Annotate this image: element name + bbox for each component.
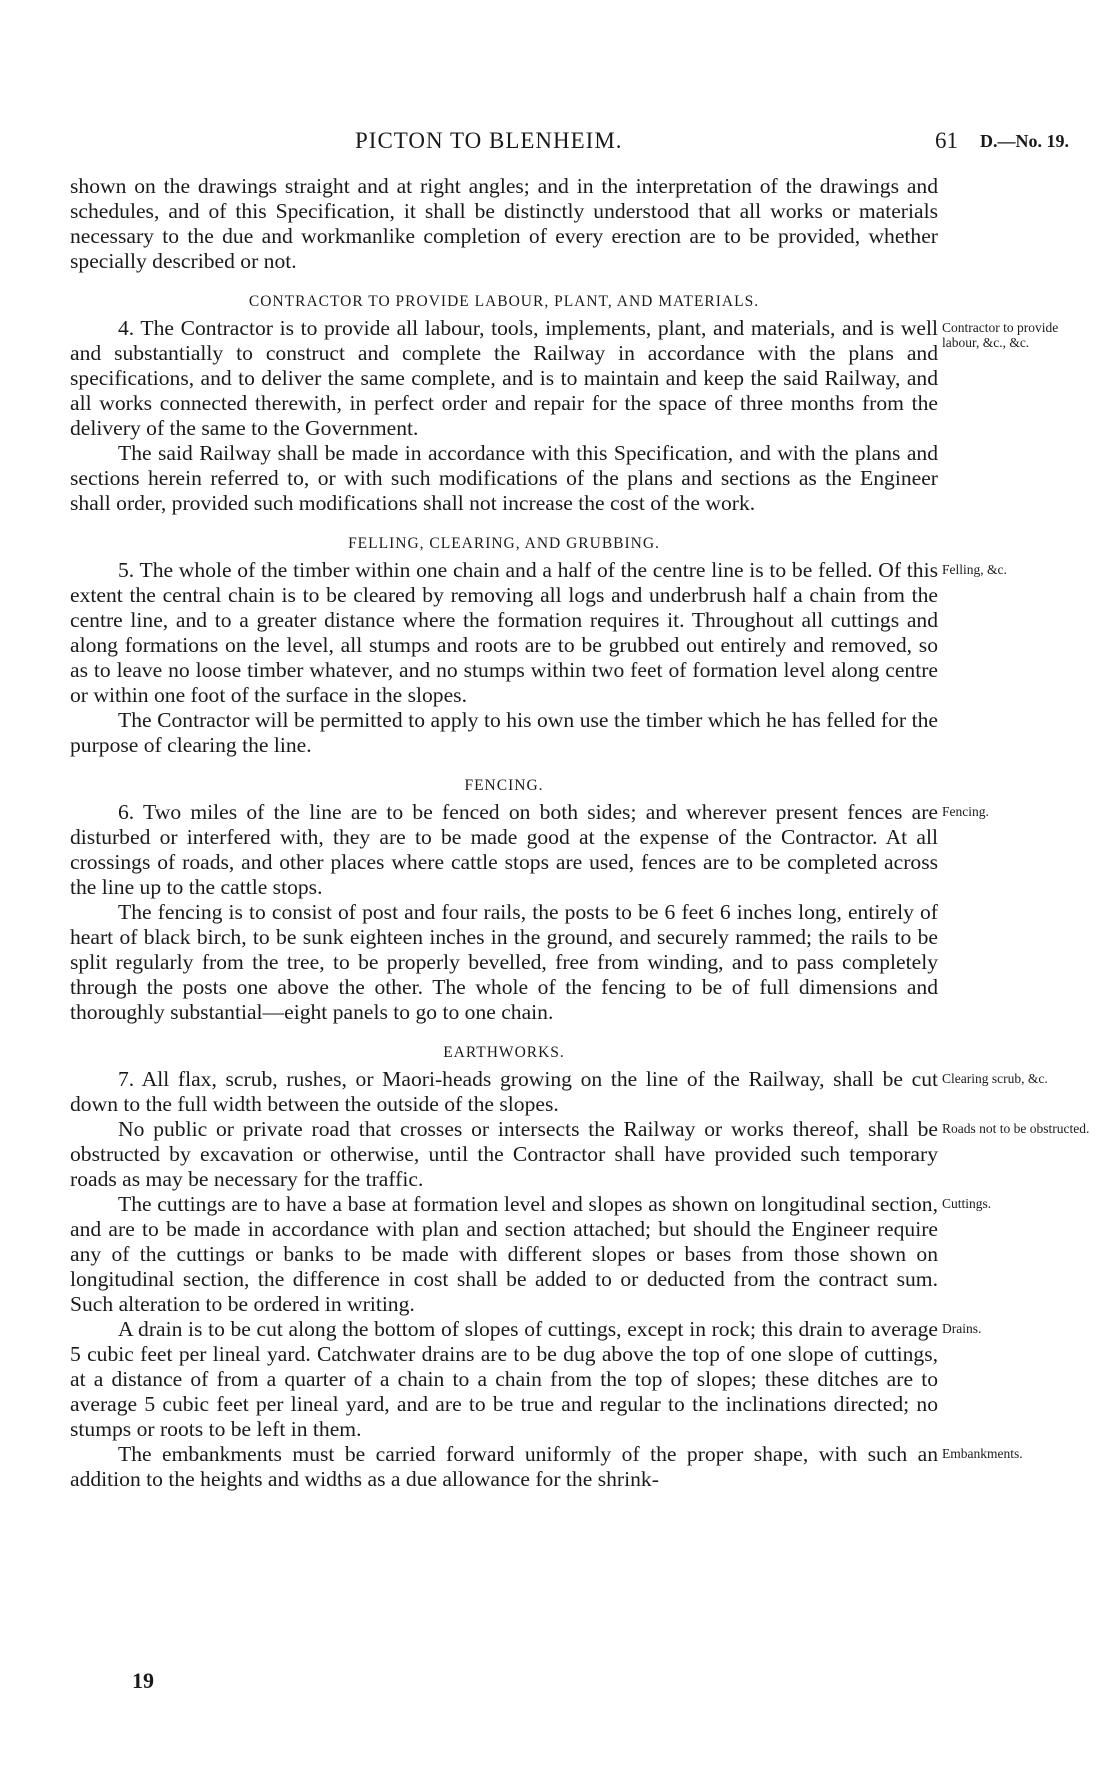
paragraph: No public or private road that crosses or intersects the Railway or works thereof, shall be obstructed by excavation or otherwise, until the Contractor shall have provided such temporary roads as may be necessary for the traffic. xyxy=(70,1117,938,1191)
clause xyxy=(70,708,938,758)
section-heading: FENCING. xyxy=(464,777,544,794)
paragraph: 7. All flax, scrub, rushes, or Maori-heads growing on the line of the Railway, shall be cut down to the full width between the outside of the slopes. xyxy=(70,1067,938,1116)
paragraph: The embankments must be carried forward uniformly of the proper shape, with such an addition to the heights and widths as a due allowance for the shrink- xyxy=(70,1442,938,1491)
margin-note: Cuttings. xyxy=(942,1196,992,1211)
clause xyxy=(70,1067,1048,1117)
paragraph: 6. Two miles of the line are to be fenced on both sides; and wherever present fences are disturbed or interfered with, they are to be made good at the expense of the Contractor. At all crossings of roads, and other places where cattle stops are used, fences are to be completed across the line up to the cattle stops. xyxy=(70,800,938,899)
clause xyxy=(70,1317,982,1442)
paragraph: The cuttings are to have a base at formation level and slopes as shown on longitudinal section, and are to be made in accordance with plan and section attached; but should the Engineer require any of the cuttings or banks to be made with different slopes or bases from those shown on longitudinal section, the difference in cost shall be added to or deducted from the contract sum. Such alteration to be ordered in writing. xyxy=(70,1192,938,1316)
margin-note: Contractor to provide labour, &c., &c. xyxy=(942,320,1059,350)
paragraph: 4. The Contractor is to provide all labour, tools, implements, plant, and materials, and is well and substantially to construct and complete the Railway in accordance with the plans and specifications, and to deliver the same complete, and is to maintain and keep the said Railway, and all works connected therewith, in perfect order and repair for the space of three months from the delivery of the same to the Government. xyxy=(70,316,938,440)
paragraph: The fencing is to consist of post and four rails, the posts to be 6 feet 6 inches long, entirely of heart of black birch, to be sunk eighteen inches in the ground, and securely rammed; the rails to be split regularly from the tree, to be properly bevelled, free from winding, and to pass completely through the posts one above the other. The whole of the fencing to be of full dimensions and thoroughly substantial—eight panels to go to one chain. xyxy=(70,900,938,1024)
page-number: 61 xyxy=(935,128,958,153)
paragraph: 5. The whole of the timber within one chain and a half of the centre line is to be felled. Of this extent the central chain is to be cleared by removing all logs and underbrush half a chain from the centre line, and to a greater distance where the formation requires it. Throughout all cuttings and along formations on the level, all stumps and roots are to be grubbed out entirely and removed, so as to leave no loose timber whatever, and no stumps within two feet of formation level along centre or within one foot of the surface in the slopes. xyxy=(70,558,938,707)
section-heading: FELLING, CLEARING, AND GRUBBING. xyxy=(348,535,660,552)
clause xyxy=(70,1442,1023,1492)
clause xyxy=(70,800,989,900)
signature-mark: 19 xyxy=(132,1668,154,1693)
clause xyxy=(70,900,938,1025)
page-header xyxy=(70,128,1080,158)
margin-note: Drains. xyxy=(942,1321,982,1336)
margin-note: Felling, &c. xyxy=(942,562,1007,577)
document-reference: D.—No. 19. xyxy=(980,131,1069,151)
margin-note: Roads not to be obstructed. xyxy=(942,1121,1090,1136)
margin-note: Embankments. xyxy=(942,1446,1023,1461)
margin-note: Clearing scrub, &c. xyxy=(942,1071,1048,1086)
body-text xyxy=(70,174,1090,1492)
intro-paragraph: shown on the drawings straight and at right angles; and in the interpretation of the drawings and schedules, and of this Specification, it shall be distinctly understood that all works or materials necessary to the due and workmanlike completion of every erection are to be provided, whether specially described or not. xyxy=(70,174,938,273)
paragraph: A drain is to be cut along the bottom of slopes of cuttings, except in rock; this drain to average 5 cubic feet per lineal yard. Catchwater drains are to be dug above the top of one slope of cuttings, at a distance of from a quarter of a chain to a chain from the top of slopes; these ditches are to average 5 cubic feet per lineal yard, and are to be true and regular to the inclinations directed; no stumps or roots to be left in them. xyxy=(70,1317,938,1441)
clause xyxy=(70,441,938,516)
margin-note: Fencing. xyxy=(942,804,989,819)
section-heading: EARTHWORKS. xyxy=(443,1044,565,1061)
clause xyxy=(70,1117,1090,1192)
paragraph: The said Railway shall be made in accordance with this Specification, and with the plans and sections herein referred to, or with such modifications of the plans and sections as the Engineer shall order, provided such modifications shall not increase the cost of the work. xyxy=(70,441,938,515)
paragraph: The Contractor will be permitted to apply to his own use the timber which he has felled for the purpose of clearing the line. xyxy=(70,708,938,757)
running-title: PICTON TO BLENHEIM. xyxy=(355,128,623,153)
section-heading: CONTRACTOR TO PROVIDE LABOUR, PLANT, AND MATERIALS. xyxy=(248,293,760,310)
clause xyxy=(70,1192,992,1317)
clause xyxy=(70,558,1007,708)
clause xyxy=(70,316,1059,441)
